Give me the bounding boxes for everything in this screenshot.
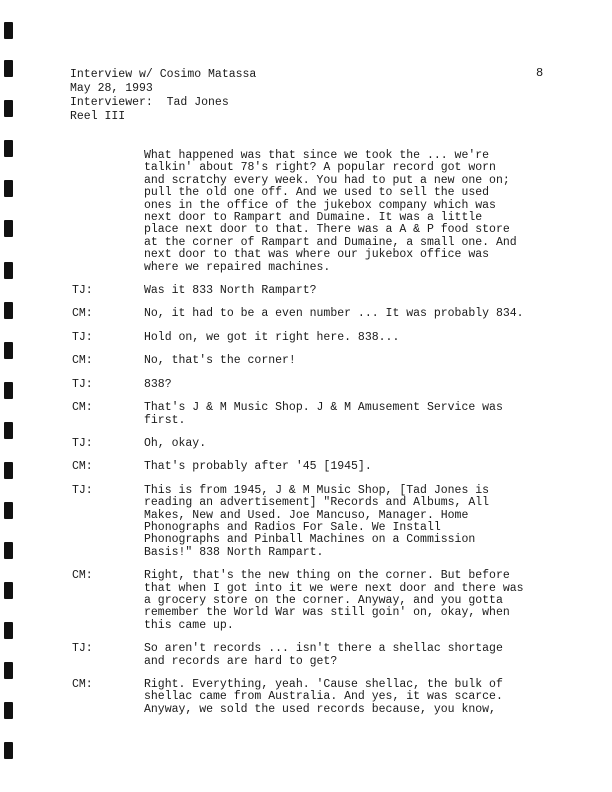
speaker-label: TJ: [72, 483, 93, 497]
transcript [72, 150, 562, 716]
speaker-label: TJ: [72, 642, 93, 656]
speaker-label: CM: [72, 307, 93, 321]
utterance-text: Oh, okay. [144, 436, 207, 450]
transcript-turn [72, 643, 562, 668]
binder-hole [4, 262, 13, 279]
binder-hole [4, 342, 13, 359]
binder-hole [4, 180, 13, 197]
utterance-text: This is from 1945, J & M Music Shop, [Tad Jones is reading an advertisement] "Records and Albums, All Makes, New and Used. Joe Mancuso, Manager. Home Phonographs and Radios For Sale. We Install Phonographs and Pinball Machines on a Commission Basis!" 838 North Rampart. [144, 483, 490, 559]
utterance-text: Right, that's the new thing on the corner. But before that when I got into it we were next door and there was a grocery store on the corner. Anyway, and you gotta remember the World War was still goin' on, okay, when this came up. [144, 569, 524, 632]
transcript-turn [72, 150, 562, 274]
transcript-turn [72, 285, 562, 297]
utterance-text: No, it had to be a even number ... It was probably 834. [144, 307, 524, 321]
header-date: May 28, 1993 [70, 82, 153, 95]
binder-hole [4, 462, 13, 479]
header-title: Interview w/ Cosimo Matassa [70, 68, 257, 81]
binder-hole [4, 742, 13, 759]
utterance-text: What happened was that since we took the ... we're talkin' about 78's right? A popular record got worn and scratchy every week. You had to put a new one on; pull the old one off. And we used to sell the used ones in the office of the jukebox company which was next door to Rampart and Dumaine. It was a little place next door to that. There was a A & P food store at the corner of Rampart and Dumaine, a small one. And next door to that was where our jukebox office was where we repaired machines. [144, 149, 517, 274]
speaker-label: TJ: [72, 436, 93, 450]
binder-hole [4, 60, 13, 77]
binder-hole [4, 702, 13, 719]
binder-hole [4, 22, 13, 39]
transcript-turn [72, 438, 562, 450]
transcript-turn [72, 332, 562, 344]
transcript-turn [72, 379, 562, 391]
binder-hole [4, 382, 13, 399]
transcript-turn [72, 402, 562, 427]
binder-hole [4, 140, 13, 157]
binder-hole [4, 622, 13, 639]
utterance-text: That's probably after '45 [1945]. [144, 460, 372, 474]
binder-hole [4, 542, 13, 559]
speaker-label: TJ: [72, 330, 93, 344]
speaker-label: CM: [72, 460, 93, 474]
transcript-turn [72, 355, 562, 367]
transcript-turn [72, 679, 562, 716]
utterance-text: So aren't records ... isn't there a shellac shortage and records are hard to get? [144, 642, 503, 668]
utterance-text: Was it 833 North Rampart? [144, 284, 317, 298]
utterance-text: 838? [144, 377, 172, 391]
binder-hole [4, 502, 13, 519]
transcript-turn [72, 308, 562, 320]
speaker-label [72, 150, 144, 274]
transcript-turn [72, 461, 562, 473]
binder-hole [4, 220, 13, 237]
utterance-text: That's J & M Music Shop. J & M Amusement Service was first. [144, 401, 503, 427]
speaker-label: TJ: [72, 284, 93, 298]
header-reel: Reel III [70, 110, 126, 123]
utterance-text: Right. Everything, yeah. 'Cause shellac, the bulk of shellac came from Australia. And yes, it was scarce. Anyway, we sold the used records because, you know, [144, 678, 503, 716]
document-header [70, 68, 256, 124]
binder-hole [4, 302, 13, 319]
binder-hole [4, 662, 13, 679]
binder-holes [0, 0, 20, 792]
speaker-label: CM: [72, 678, 93, 691]
speaker-label: CM: [72, 354, 93, 368]
utterance-text: Hold on, we got it right here. 838... [144, 330, 400, 344]
header-interviewer: Interviewer: Tad Jones [70, 96, 229, 109]
binder-hole [4, 100, 13, 117]
binder-hole [4, 422, 13, 439]
transcript-turn [72, 570, 562, 632]
binder-hole [4, 582, 13, 599]
speaker-label: TJ: [72, 377, 93, 391]
utterance-text: No, that's the corner! [144, 354, 296, 368]
transcript-turn [72, 485, 562, 559]
speaker-label: CM: [72, 569, 93, 583]
page-number: 8 [536, 66, 544, 80]
speaker-label: CM: [72, 401, 93, 415]
